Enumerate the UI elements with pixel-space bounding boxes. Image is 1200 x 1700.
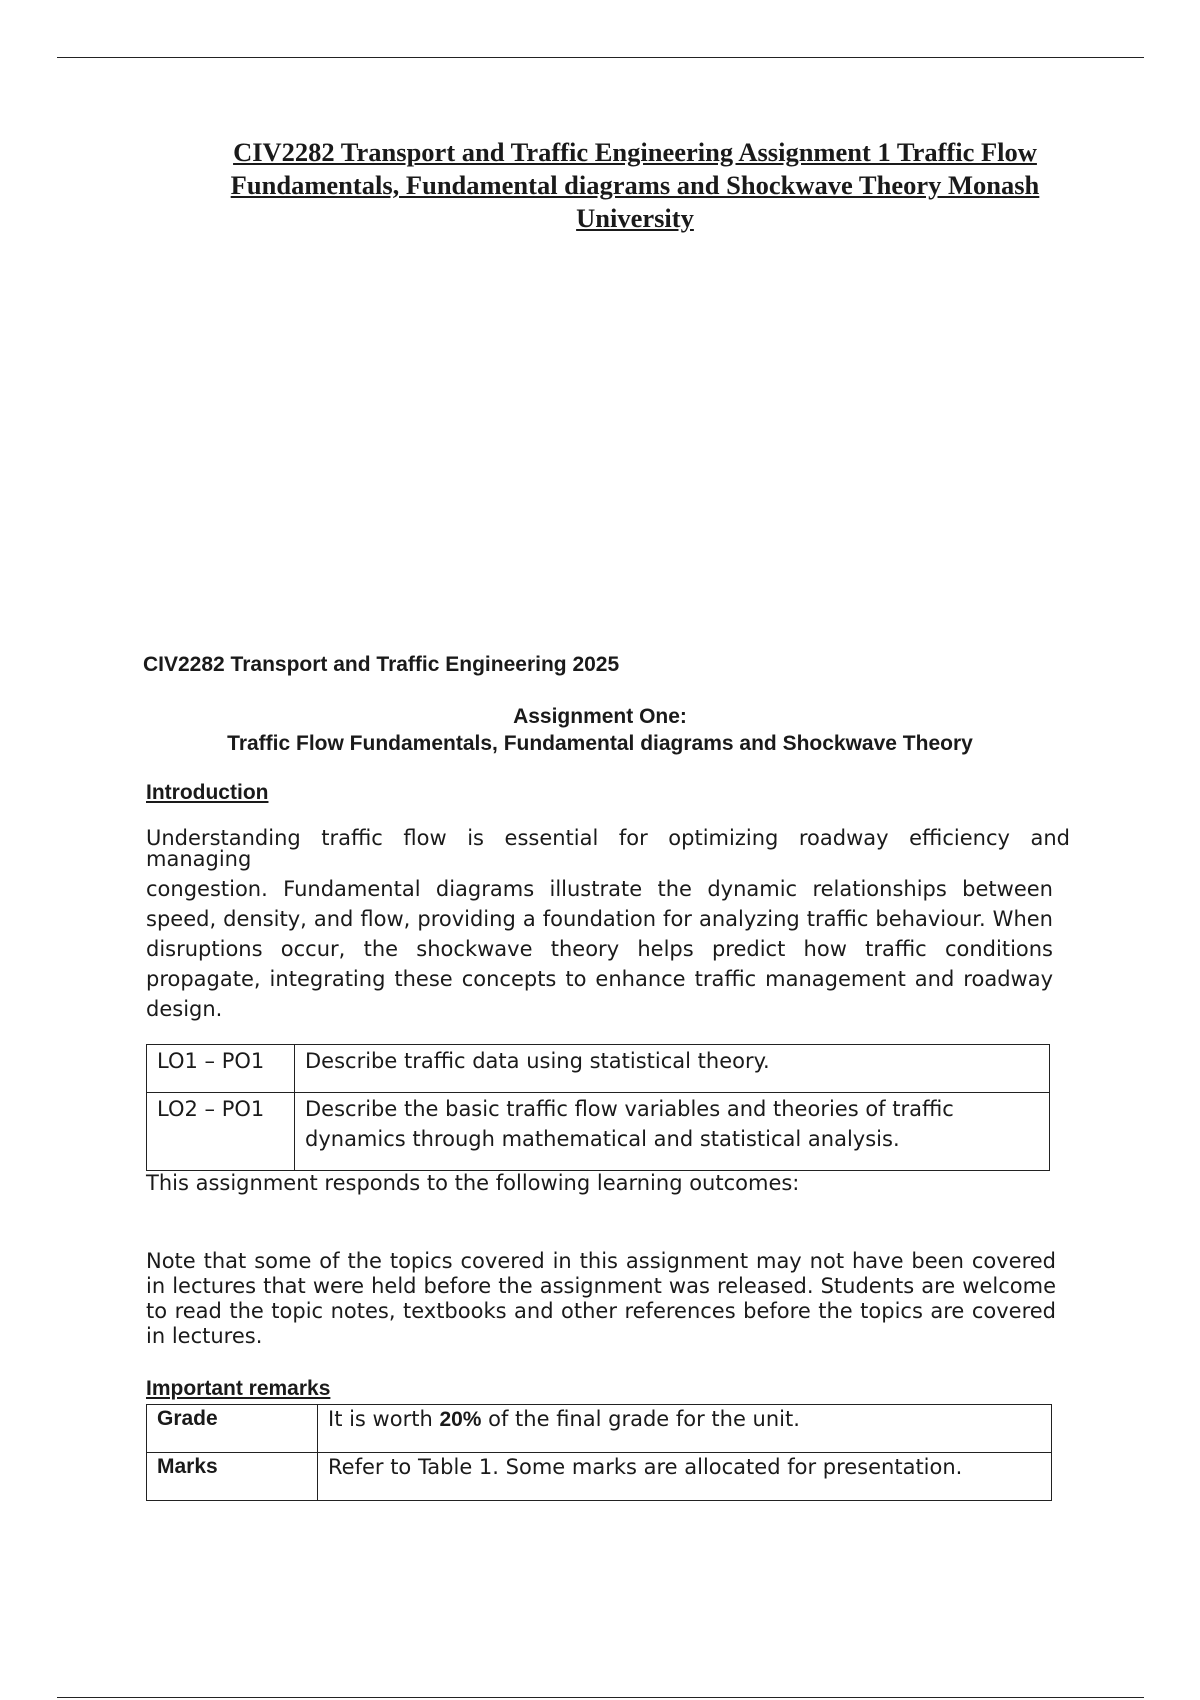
learning-outcomes-caption: This assignment responds to the following learning outcomes: — [146, 1171, 800, 1195]
introduction-heading: Introduction — [146, 781, 269, 804]
course-heading: CIV2282 Transport and Traffic Engineering 2025 — [143, 653, 620, 676]
grade-label: Grade — [147, 1405, 318, 1453]
assignment-subtitle: Traffic Flow Fundamentals, Fundamental diagrams and Shockwave Theory — [227, 732, 973, 755]
learning-outcomes-table — [146, 1044, 1050, 1171]
grade-value — [318, 1405, 1052, 1453]
table-row — [147, 1093, 1050, 1171]
document-title: CIV2282 Transport and Traffic Engineering Assignment 1 Traffic Flow Fundamentals, Fundamental diagrams and Shockwave Theory Monash University — [230, 137, 1040, 233]
outcome-code: LO2 – PO1 — [147, 1093, 295, 1171]
introduction-paragraph: congestion. Fundamental diagrams illustrate the dynamic relationships between speed, density, and flow, providing a foundation for analyzing traffic behaviour. When disruptions occur, the shockwave theory helps predict how traffic conditions propagate, integrating these concepts to enhance traffic management and roadway design. — [146, 877, 1053, 1021]
important-remarks-heading: Important remarks — [146, 1377, 331, 1400]
table-row — [147, 1405, 1052, 1453]
outcome-code: LO1 – PO1 — [147, 1045, 295, 1093]
table-row — [147, 1045, 1050, 1093]
grade-text-post: of the final grade for the unit. — [481, 1407, 800, 1431]
assignment-label: Assignment One: — [513, 705, 687, 728]
assignment-heading — [145, 703, 1055, 757]
grade-text-pre: It is worth — [328, 1407, 440, 1431]
marks-value: Refer to Table 1. Some marks are allocated for presentation. — [318, 1453, 1052, 1501]
outcome-description: Describe traffic data using statistical theory. — [295, 1045, 1050, 1093]
introduction-first-line-continued: managing — [146, 847, 252, 871]
marks-label: Marks — [147, 1453, 318, 1501]
topics-note: Note that some of the topics covered in this assignment may not have been covered in lectures that were held before the assignment was released. Students are welcome to read the topic notes, textbooks and other references before the topics are covered in lectures. — [146, 1249, 1056, 1348]
outcome-description: Describe the basic traffic flow variables and theories of traffic dynamics through mathematical and statistical analysis. — [295, 1093, 1050, 1171]
grade-percentage: 20% — [439, 1408, 482, 1431]
remarks-table — [146, 1404, 1052, 1501]
table-row — [147, 1453, 1052, 1501]
bottom-rule — [57, 1697, 1144, 1698]
introduction-first-line: Understanding traffic flow is essential for optimizing roadway efficiency and — [146, 826, 1070, 850]
top-rule — [57, 57, 1144, 58]
